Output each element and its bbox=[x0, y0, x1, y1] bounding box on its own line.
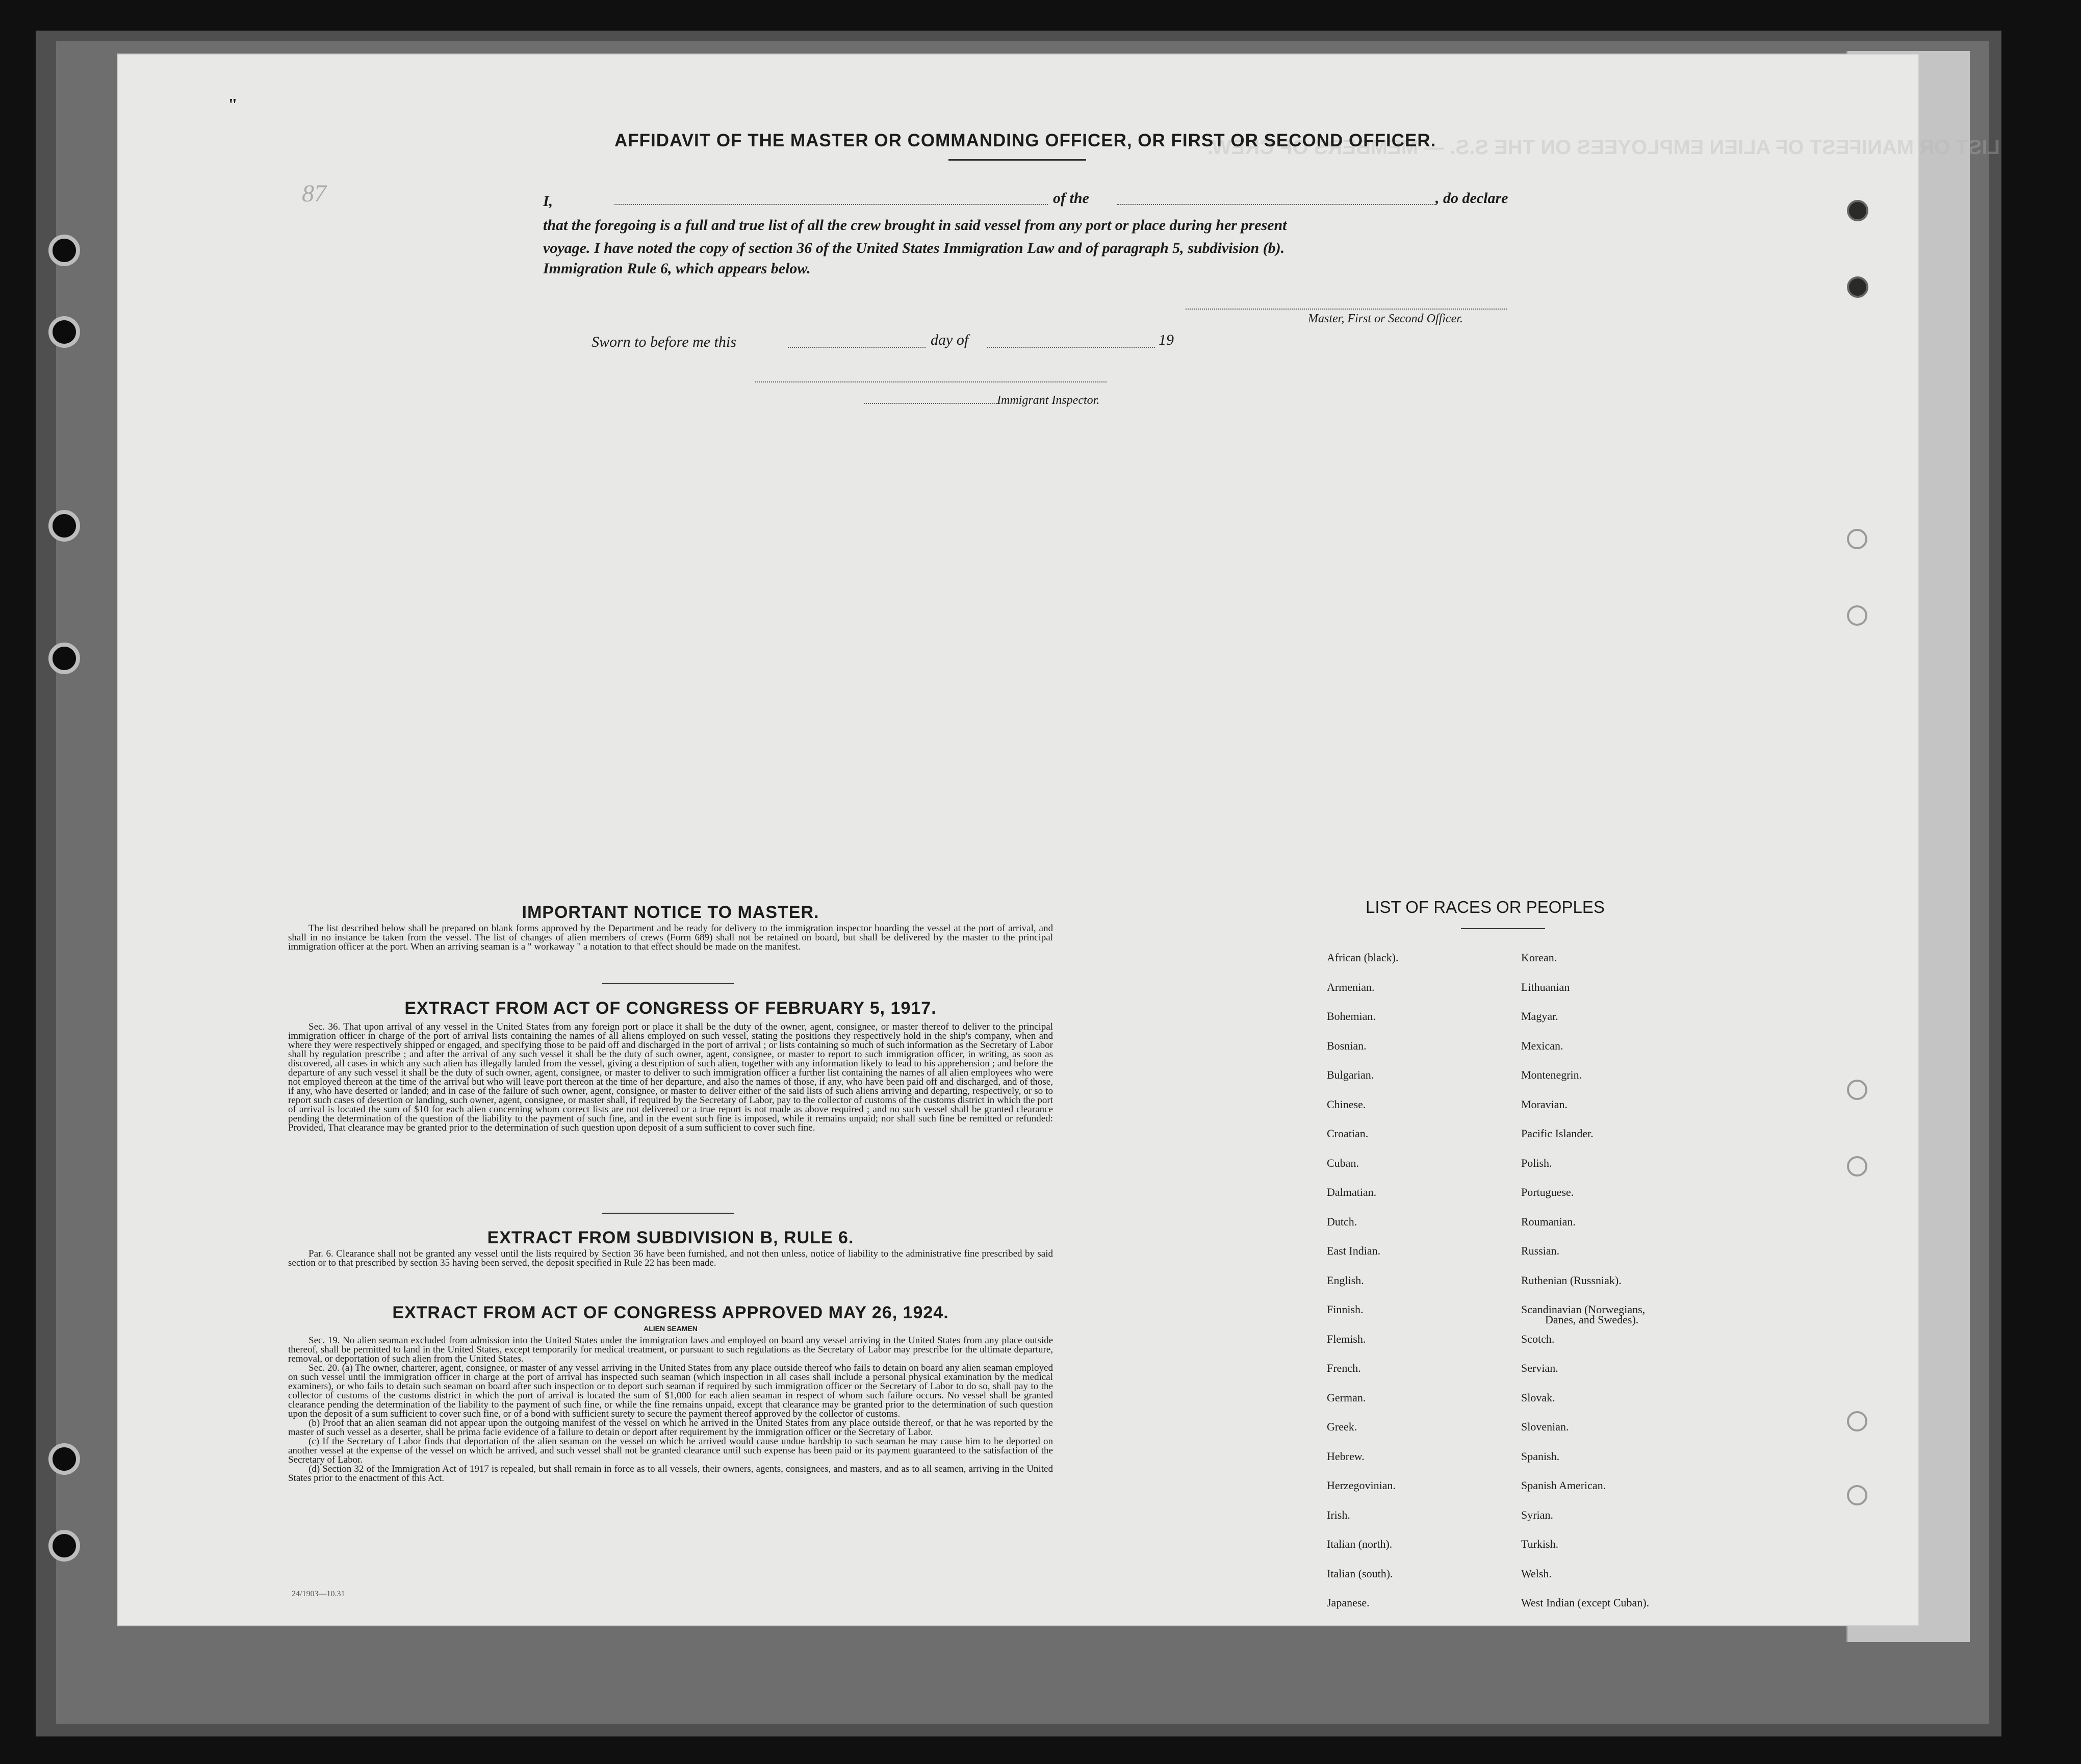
punch-hole bbox=[48, 510, 80, 542]
year-label: 19 bbox=[1159, 331, 1174, 348]
sworn-label: Sworn to before me this bbox=[592, 334, 736, 350]
punch-hole bbox=[48, 643, 80, 674]
race-item: African (black). bbox=[1327, 951, 1399, 964]
section-19-paragraph: Sec. 19. No alien seaman excluded from admission into the United States under the immigration laws and employed on board any vessel arriving in the United States from any place outside thereof, shall be permitted to land in the United States, except temporarily for medical treatment, or pursuant to such regulations as the Secretary of Labor may prescribe for the ultimate departure, removal, or deportation of such alien from the United States. bbox=[288, 1335, 1053, 1364]
race-item: Scotch. bbox=[1521, 1332, 1555, 1345]
race-item: Cuban. bbox=[1327, 1156, 1359, 1169]
day-of-label: day of bbox=[931, 331, 969, 348]
page-hole bbox=[1847, 200, 1868, 221]
extract-1917-text bbox=[288, 1022, 1053, 1133]
section-20a-paragraph: Sec. 20. (a) The owner, charterer, agent, consignee, or master of any vessel arriving in the United States from any place outside thereof who fails to detain on board any alien seaman employed on such vessel until the immigration officer in charge at the port of arrival has inspected such seaman (which inspection in all cases shall include a personal physical examination by the medical examiners), or who fails to detain such seaman on board after such inspection or to deport such seaman if required by such immigration officer or the Secretary of Labor to do so, shall pay to the collector of customs of the customs district in which the port of arrival is located the sum of $1,000 for each alien seaman in respect of whom such failure occurs. No vessel shall be granted clearance pending the determination of the liability to the payment of such fine, or while the fine remains unpaid, except that clearance may be granted prior to the determination of such question upon the deposit of a sum sufficient to cover such fine, or of a bond with sufficient surety to secure the payment thereof approved by the collector of customs. bbox=[288, 1363, 1053, 1419]
race-item: Lithuanian bbox=[1521, 980, 1570, 993]
race-item: Flemish. bbox=[1327, 1332, 1366, 1345]
race-item: Montenegrin. bbox=[1521, 1068, 1582, 1081]
extract-rule6-text bbox=[288, 1249, 1053, 1268]
race-item: Bulgarian. bbox=[1327, 1068, 1374, 1081]
race-item: Scandinavian (Norwegians, bbox=[1521, 1303, 1646, 1316]
page-hole bbox=[1847, 1156, 1867, 1177]
extract-1924-text bbox=[288, 1336, 1053, 1483]
bleed-through-header: LIST OR MANIFEST OF ALIEN EMPLOYEES ON THE S.S. — MEMBERS OF CREW. bbox=[1207, 136, 2000, 159]
notice-paragraph: The list described below shall be prepared on blank forms approved by the Department and be ready for delivery to the immigration inspector boarding the vessel at the port of arrival, and shall in no instance be taken from the vessel. The list of changes of alien members of crews (Form 689) shall not be retained on board, but shall be delivered by the master to the principal immigration officer at the port. When an arriving seaman is a " workaway " a notation to that effect should be made on the manifest. bbox=[288, 923, 1053, 952]
race-item: Irish. bbox=[1327, 1508, 1350, 1521]
master-signature-line bbox=[1186, 309, 1507, 310]
declaration-line-3: voyage. I have noted the copy of section 36 of the United States Immigration Law and of paragraph 5, subdivision (b). bbox=[543, 240, 1285, 257]
race-item: East Indian. bbox=[1327, 1244, 1381, 1257]
race-item: Dutch. bbox=[1327, 1215, 1357, 1228]
page-hole bbox=[1847, 605, 1867, 626]
race-item: Italian (south). bbox=[1327, 1567, 1393, 1580]
race-item: Italian (north). bbox=[1327, 1538, 1393, 1550]
name-blank bbox=[614, 204, 1048, 205]
punch-hole bbox=[48, 235, 80, 266]
race-item: Spanish American. bbox=[1521, 1479, 1606, 1492]
race-item: Syrian. bbox=[1521, 1508, 1553, 1521]
race-item: Japanese. bbox=[1327, 1596, 1370, 1609]
month-blank bbox=[987, 347, 1155, 348]
race-item: Polish. bbox=[1521, 1156, 1552, 1169]
notice-title: IMPORTANT NOTICE TO MASTER. bbox=[522, 903, 819, 922]
page-hole bbox=[1847, 1080, 1867, 1100]
day-blank bbox=[788, 347, 926, 348]
vessel-blank bbox=[1117, 204, 1435, 205]
races-title: LIST OF RACES OR PEOPLES bbox=[1366, 898, 1605, 916]
top-left-mark: " bbox=[228, 95, 238, 114]
extract-1917-title: EXTRACT FROM ACT OF CONGRESS OF FEBRUARY 5, 1917. bbox=[404, 999, 937, 1018]
page-hole bbox=[1847, 1485, 1867, 1505]
section-20c-paragraph: (c) If the Secretary of Labor finds that deportation of the alien seaman on the vessel on which he arrived would cause undue hardship to such seaman he may cause him to be deported on another vessel at the expense of the vessel on which he arrived, and such vessel shall not be granted clearance until such expense has been paid or its payment guaranteed to the satisfaction of the Secretary of Labor. bbox=[288, 1436, 1053, 1465]
section-divider bbox=[602, 983, 734, 984]
race-item: West Indian (except Cuban). bbox=[1521, 1596, 1650, 1609]
race-item: German. bbox=[1327, 1391, 1366, 1404]
race-item: Armenian. bbox=[1327, 980, 1375, 993]
race-item: Greek. bbox=[1327, 1420, 1357, 1433]
page-hole bbox=[1847, 276, 1868, 298]
i-label: I, bbox=[543, 193, 553, 210]
inspector-signature-line bbox=[864, 403, 997, 404]
race-scandinavian-continued: Danes, and Swedes). bbox=[1545, 1313, 1639, 1326]
race-item: Magyar. bbox=[1521, 1010, 1558, 1022]
race-item: Portuguese. bbox=[1521, 1186, 1574, 1198]
race-item: Spanish. bbox=[1521, 1449, 1560, 1463]
race-item: Croatian. bbox=[1327, 1127, 1369, 1140]
do-declare-label: , do declare bbox=[1435, 190, 1508, 207]
race-item: Russian. bbox=[1521, 1244, 1560, 1257]
form-code: 24/1903—10.31 bbox=[292, 1590, 345, 1598]
punch-hole bbox=[48, 1530, 80, 1562]
declaration-line-2: that the foregoing is a full and true list of all the crew brought in said vessel from any port or place during her present bbox=[543, 217, 1287, 234]
race-item: Slovenian. bbox=[1521, 1420, 1569, 1433]
race-item: French. bbox=[1327, 1362, 1361, 1374]
race-item: Mexican. bbox=[1521, 1039, 1563, 1052]
alien-seamen-subtitle: ALIEN SEAMEN bbox=[644, 1324, 698, 1333]
inspector-caption: Immigrant Inspector. bbox=[997, 394, 1100, 407]
race-item: Slovak. bbox=[1521, 1391, 1555, 1404]
master-caption: Master, First or Second Officer. bbox=[1308, 312, 1463, 325]
races-underline bbox=[1461, 928, 1545, 929]
punch-hole bbox=[48, 316, 80, 348]
paragraph-6: Par. 6. Clearance shall not be granted any vessel until the lists required by Section 36 have been furnished, and not then unless, notice of liability to the administrative fine prescribed by said section or to that prescribed by section 35 having been served, the deposit specified in Rule 22 has been made. bbox=[288, 1248, 1053, 1268]
punch-hole bbox=[48, 1443, 80, 1475]
affidavit-title: AFFIDAVIT OF THE MASTER OR COMMANDING OFFICER, OR FIRST OR SECOND OFFICER. bbox=[614, 131, 1436, 150]
declaration-line-4: Immigration Rule 6, which appears below. bbox=[543, 260, 811, 277]
race-item: Dalmatian. bbox=[1327, 1186, 1377, 1198]
section-20d-paragraph: (d) Section 32 of the Immigration Act of 1917 is repealed, but shall remain in force as to all vessels, their owners, agents, consignees, and masters, and as to all seamen, arriving in the United States prior to the enactment of this Act. bbox=[288, 1464, 1053, 1484]
race-item: Hebrew. bbox=[1327, 1449, 1365, 1463]
race-item: English. bbox=[1327, 1273, 1364, 1287]
page-hole bbox=[1847, 1411, 1867, 1431]
race-item: Herzegovinian. bbox=[1327, 1479, 1396, 1492]
race-item: Bosnian. bbox=[1327, 1039, 1367, 1052]
race-item: Roumanian. bbox=[1521, 1215, 1576, 1228]
notice-text bbox=[288, 924, 1053, 952]
race-item: Korean. bbox=[1521, 951, 1557, 964]
race-item: Turkish. bbox=[1521, 1538, 1559, 1550]
race-item: Chinese. bbox=[1327, 1097, 1366, 1111]
section-20b-paragraph: (b) Proof that an alien seaman did not appear upon the outgoing manifest of the vessel on which he arrived in the United States from any place outside thereof, or that he was reported by the master of such vessel as a deserter, shall be prima facie evidence of a failure to detain or deport after requirement by the immigration officer or the Secretary of Labor. bbox=[288, 1418, 1053, 1438]
race-item: Bohemian. bbox=[1327, 1010, 1376, 1022]
section-36-paragraph: Sec. 36. That upon arrival of any vessel in the United States from any foreign port or place it shall be the duty of the owner, agent, consignee, or master thereof to deliver to the principal immigration officer in charge of the port of arrival lists containing the names of all aliens employed on such vessel, stating the positions they respectively hold in the ship's company, when and where they were respectively shipped or engaged, and specifying those to be paid off and discharged in the port of arrival ; or lists containing so much of such information as the Secretary of Labor shall by regulation prescribe ; and after the arrival of any such vessel it shall be the duty of such owner, agent, consignee, or master to report to such immigration officer, in writing, as soon as discovered, all cases in which any such alien has illegally landed from the vessel, giving a description of such alien, together with any information likely to lead to his apprehension ; and before the departure of any such vessel it shall be the duty of such owner, agent, consignee, or master to deliver to such immigration officer a further list containing the names of all alien employees who were not employed thereon at the time of the arrival but who will leave port thereon at the time of her departure, and also the names of those, if any, who have been paid off and discharged, and of those, if any, who have deserted or landed; and in case of the failure of such owner, agent, consignee, or master to deliver either of the said lists of such aliens arriving and departing, respectively, or so to report such cases of desertion or landing, such owner, agent, consignee, or master shall, if required by the Secretary of Labor, pay to the collector of customs of the customs district in which the port of arrival is located the sum of $10 for each alien concerning whom correct lists are not delivered or a true report is not made as above required ; and no such vessel shall be granted clearance pending the determination of the question of the liability to the payment of such fine, and in the event such fine is imposed, while it remains unpaid; nor shall such fine be remitted or refunded: Provided, That clearance may be granted prior to the determination of such question upon deposit of a sum sufficient to cover such fine. bbox=[288, 1021, 1053, 1133]
race-item: Finnish. bbox=[1327, 1303, 1364, 1316]
race-item: Welsh. bbox=[1521, 1567, 1552, 1580]
handwritten-page-number: 87 bbox=[302, 180, 326, 207]
race-item: Servian. bbox=[1521, 1362, 1558, 1374]
title-underline bbox=[948, 159, 1086, 161]
of-the-label: of the bbox=[1053, 190, 1089, 207]
inspector-signature-top bbox=[755, 381, 1107, 382]
race-item: Moravian. bbox=[1521, 1097, 1568, 1111]
extract-1924-title: EXTRACT FROM ACT OF CONGRESS APPROVED MAY 26, 1924. bbox=[392, 1303, 949, 1322]
section-divider bbox=[602, 1213, 734, 1214]
race-item: Pacific Islander. bbox=[1521, 1127, 1594, 1140]
extract-rule6-title: EXTRACT FROM SUBDIVISION B, RULE 6. bbox=[487, 1228, 854, 1247]
race-item: Ruthenian (Russniak). bbox=[1521, 1273, 1622, 1287]
page-hole bbox=[1847, 529, 1867, 549]
